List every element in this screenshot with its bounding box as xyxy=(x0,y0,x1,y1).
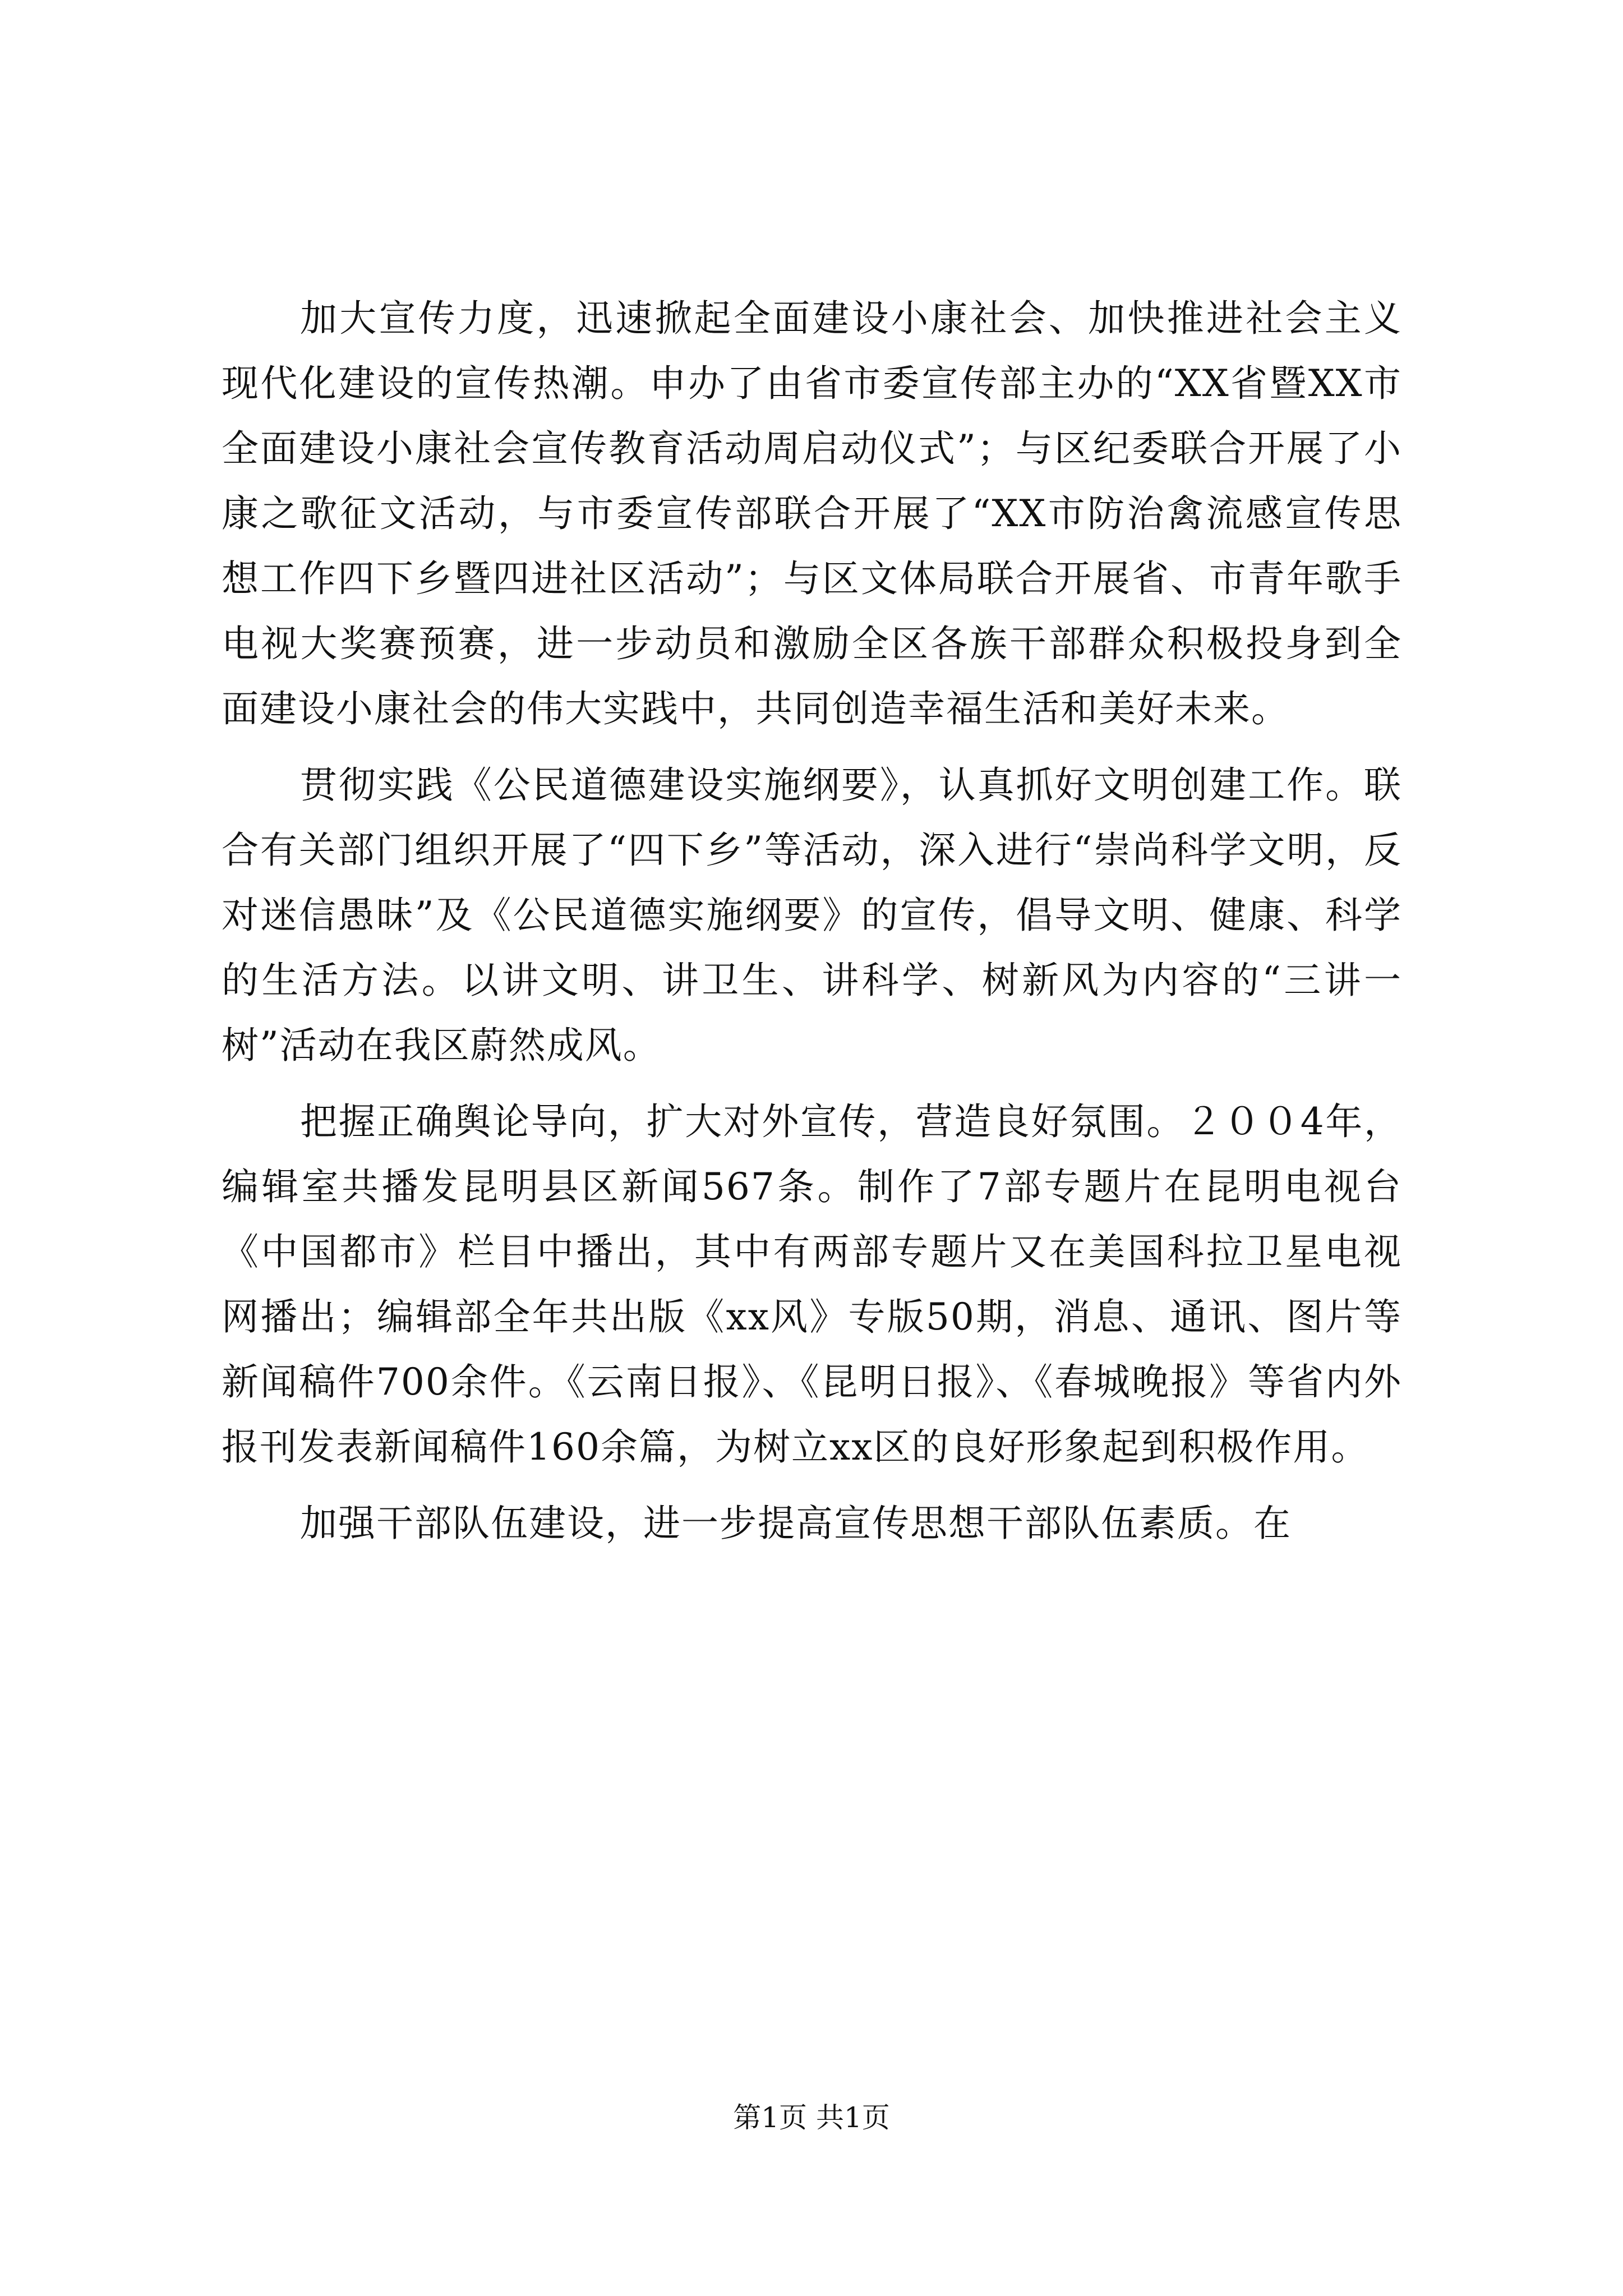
paragraph-civic-morality: 贯彻实践《公民道德建设实施纲要》，认真抓好文明创建工作。联合有关部门组织开展了“四下乡”等活动，深入进行“崇尚科学文明，反对迷信愚昧”及《公民道德实施纲要》的宣传，倡导文明、健康、科学的生活方法。以讲文明、讲卫生、讲科学、树新风为内容的“三讲一树”活动在我区蔚然成风。 xyxy=(222,763,1402,1067)
paragraph-public-opinion: 把握正确舆论导向，扩大对外宣传，营造良好氛围。２００4年，编辑室共播发昆明县区新闻567条。制作了7部专题片在昆明电视台《中国都市》栏目中播出，其中有两部专题片又在美国科拉卫星电视网播出；编辑部全年共出版《xx风》专版50期，消息、通讯、图片等新闻稿件700余件。《云南日报》、《昆明日报》、《春城晚报》等省内外报刊发表新闻稿件160余篇，为树立xx区的良好形象起到积极作用。 xyxy=(222,1100,1402,1469)
paragraph-propaganda: 加大宣传力度，迅速掀起全面建设小康社会、加快推进社会主义现代化建设的宣传热潮。申办了由省市委宣传部主办的“XX省暨XX市全面建设小康社会宣传教育活动周启动仪式”；与区纪委联合开展了小康之歌征文活动，与市委宣传部联合开展了“XX市防治禽流感宣传思想工作四下乡暨四进社区活动”；与区文体局联合开展省、市青年歌手电视大奖赛预赛，进一步动员和激励全区各族干部群众积极投身到全面建设小康社会的伟大实践中，共同创造幸福生活和美好未来。 xyxy=(222,297,1402,730)
document-body xyxy=(222,286,1402,1567)
paragraph-cadre-team: 加强干部队伍建设，进一步提高宣传思想干部队伍素质。在 xyxy=(300,1502,1292,1545)
page-footer: 第1页 共1页 xyxy=(733,2101,890,2134)
